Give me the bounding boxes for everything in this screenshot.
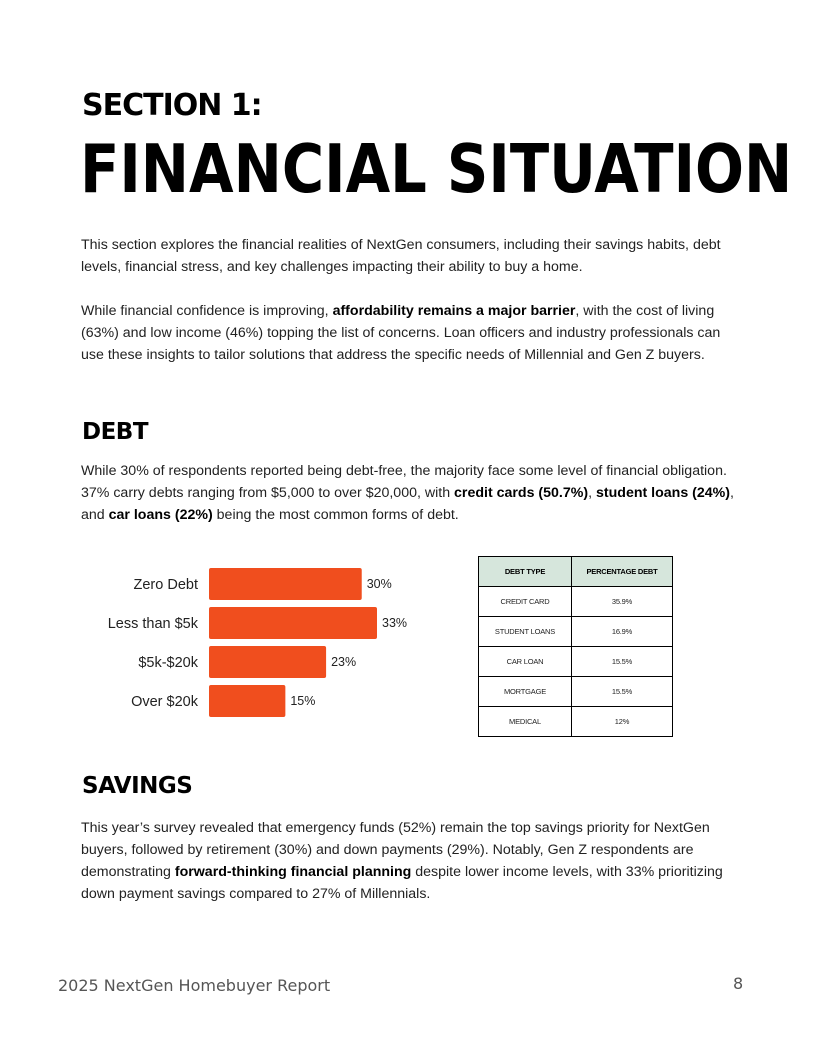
debt-text-4: being the most common forms of debt.: [212, 507, 459, 523]
table-cell-debt-type: MEDICAL: [479, 707, 572, 737]
intro-text-end: , with the cost of living (63%) and low income (46%) topping the list of concerns. Loan officers and industry professionals can use these insights to tailor solutions that address the specific needs of Millennial and Gen Z buyers.: [81, 303, 721, 363]
table-cell-percentage: 35.9%: [572, 587, 673, 617]
chart-bar: [209, 568, 362, 600]
chart-category-label: Zero Debt: [133, 577, 198, 593]
table-cell-debt-type: MORTGAGE: [479, 677, 572, 707]
table-cell-debt-type: STUDENT LOANS: [479, 617, 572, 647]
table-cell-percentage: 15.5%: [572, 677, 673, 707]
footer-page-number: 8: [733, 974, 744, 993]
table-row: [479, 647, 673, 677]
debt-text-2: ,: [588, 485, 596, 501]
savings-paragraph: [81, 817, 741, 905]
table-cell-percentage: 16.9%: [572, 617, 673, 647]
table-header-debt-type: DEBT TYPE: [479, 557, 572, 587]
debt-level-bar-chart: [82, 562, 432, 722]
table-header-row: [479, 557, 673, 587]
footer-report-name: 2025 NextGen Homebuyer Report: [58, 976, 331, 995]
chart-category-label: Less than $5k: [107, 616, 198, 632]
table-row: [479, 707, 673, 737]
chart-category-label: Over $20k: [131, 694, 198, 710]
intro-paragraph-1: This section explores the financial realities of NextGen consumers, including their savings habits, debt levels, financial stress, and key challenges impacting their ability to buy a home.: [81, 237, 721, 275]
chart-bar: [209, 685, 285, 717]
chart-value-label: 23%: [331, 655, 357, 669]
table-row: [479, 617, 673, 647]
savings-heading: SAVINGS: [82, 773, 193, 799]
chart-value-label: 30%: [366, 577, 392, 591]
intro-text-start: While financial confidence is improving,: [81, 303, 333, 319]
intro-paragraph-2: [81, 300, 741, 366]
page-title: FINANCIAL SITUATION: [80, 130, 793, 208]
savings-emphasis: forward-thinking financial planning: [174, 864, 412, 880]
table-cell-debt-type: CREDIT CARD: [479, 587, 572, 617]
chart-value-label: 33%: [382, 616, 408, 630]
intro-emphasis: affordability remains a major barrier: [332, 303, 576, 319]
debt-text-1: While 30% of respondents reported being debt-free, the majority face some level of financial obligation. 37% carry debts ranging from $5,000 to over $20,000, with: [81, 463, 727, 501]
table-cell-percentage: 12%: [572, 707, 673, 737]
chart-value-label: 15%: [290, 694, 316, 708]
debt-level-chart-svg: [82, 562, 432, 722]
savings-text-2: despite lower income levels, with 33% prioritizing down payment savings compared to 27% of Millennials.: [81, 864, 723, 902]
table-cell-percentage: 15.5%: [572, 647, 673, 677]
debt-text-3: , and: [81, 485, 734, 523]
debt-emphasis-student-loans: student loans (24%): [596, 485, 731, 501]
section-label: SECTION 1:: [82, 88, 262, 123]
debt-type-table: [478, 556, 673, 737]
savings-text-1: This year’s survey revealed that emergency funds (52%) remain the top savings priority for NextGen buyers, followed by retirement (30%) and down payments (29%). Notably, Gen Z respondents are demonstrating: [81, 820, 710, 880]
table-row: [479, 587, 673, 617]
chart-bar: [209, 607, 377, 639]
debt-emphasis-car-loans: car loans (22%): [108, 507, 213, 523]
chart-category-label: $5k-$20k: [138, 655, 198, 671]
debt-paragraph: [81, 460, 741, 526]
debt-heading: DEBT: [82, 419, 149, 445]
table-row: [479, 677, 673, 707]
table-header-percentage-debt: PERCENTAGE DEBT: [572, 557, 673, 587]
debt-emphasis-credit-cards: credit cards (50.7%): [454, 485, 589, 501]
chart-bar: [209, 646, 326, 678]
table-cell-debt-type: CAR LOAN: [479, 647, 572, 677]
